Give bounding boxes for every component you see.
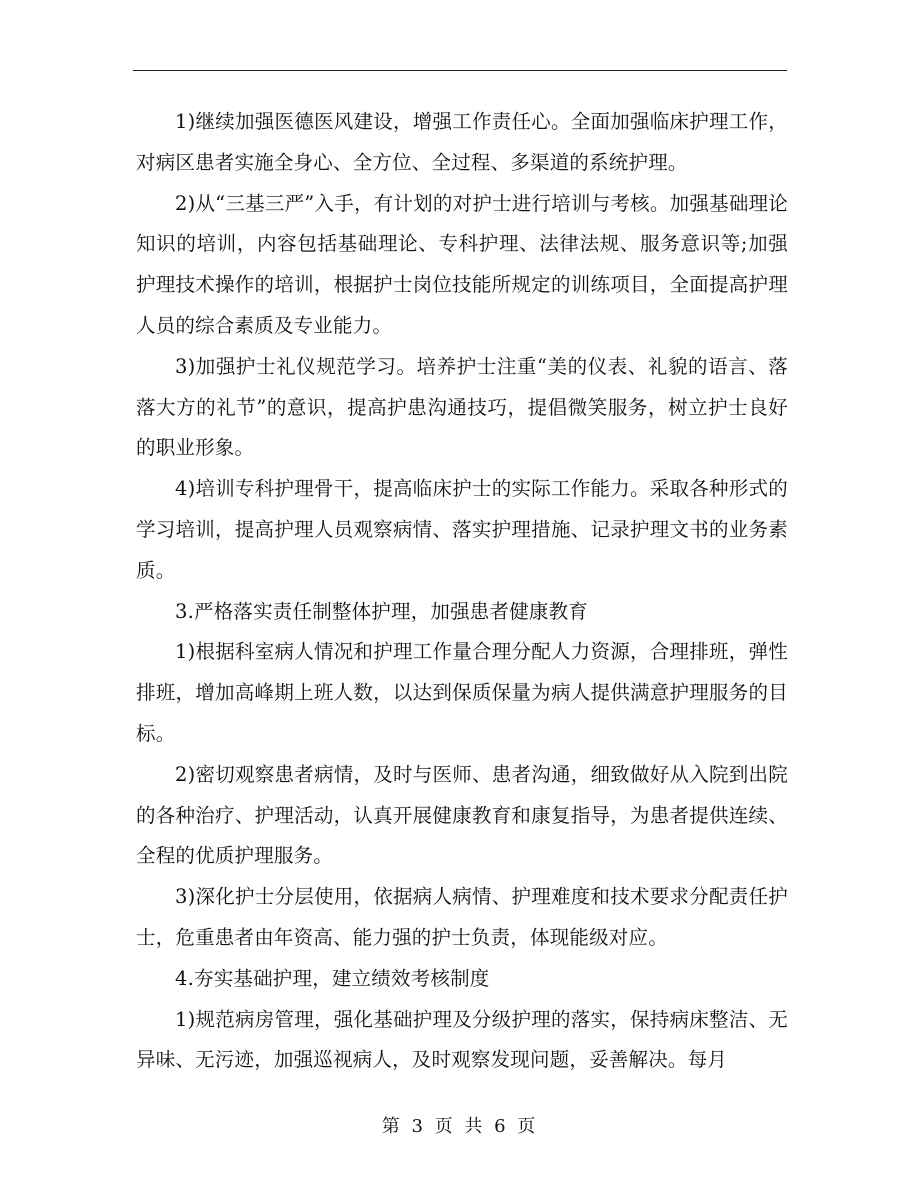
- page-number-footer: 第 3 页 共 6 页: [381, 1116, 539, 1137]
- document-body: [136, 102, 788, 1081]
- section-heading-3: 3.严格落实责任制整体护理，加强患者健康教育: [175, 599, 589, 623]
- paragraph-1: 1)继续加强医德医风建设，增强工作责任心。全面加强临床护理工作，对病区患者实施全身心、全方位、全过程、多渠道的系统护理。: [136, 110, 788, 174]
- section-heading-4: 4.夯实基础护理，建立绩效考核制度: [175, 966, 490, 990]
- header-rule: [133, 70, 787, 71]
- paragraph-6: 2)密切观察患者病情，及时与医师、患者沟通，细致做好从入院到出院的各种治疗、护理活动，认真开展健康教育和康复指导，为患者提供连续、全程的优质护理服务。: [136, 762, 788, 868]
- paragraph-4: 4)培训专科护理骨干，提高临床护士的实际工作能力。采取各种形式的学习培训，提高护理人员观察病情、落实护理措施、记录护理文书的业务素质。: [136, 477, 788, 582]
- paragraph-8: 1)规范病房管理，强化基础护理及分级护理的落实，保持病床整洁、无异味、无污迹，加强巡视病人，及时观察发现问题，妥善解决。每月: [136, 1007, 788, 1072]
- paragraph-5: 1)根据科室病人情况和护理工作量合理分配人力资源，合理排班，弹性排班，增加高峰期上班人数，以达到保质保量为病人提供满意护理服务的目标。: [136, 640, 788, 745]
- paragraph-3: 3)加强护士礼仪规范学习。培养护士注重“美的仪表、礼貌的语言、落落大方的礼节”的意识，提高护患沟通技巧，提倡微笑服务，树立护士良好的职业形象。: [136, 354, 788, 460]
- paragraph-7: 3)深化护士分层使用，依据病人病情、护理难度和技术要求分配责任护士，危重患者由年资高、能力强的护士负责，体现能级对应。: [136, 885, 788, 949]
- paragraph-2: 2)从“三基三严”入手，有计划的对护士进行培训与考核。加强基础理论知识的培训，内容包括基础理论、专科护理、法律法规、服务意识等;加强护理技术操作的培训，根据护士岗位技能所规定的训练项目，全面提高护理人员的综合素质及专业能力。: [136, 191, 788, 337]
